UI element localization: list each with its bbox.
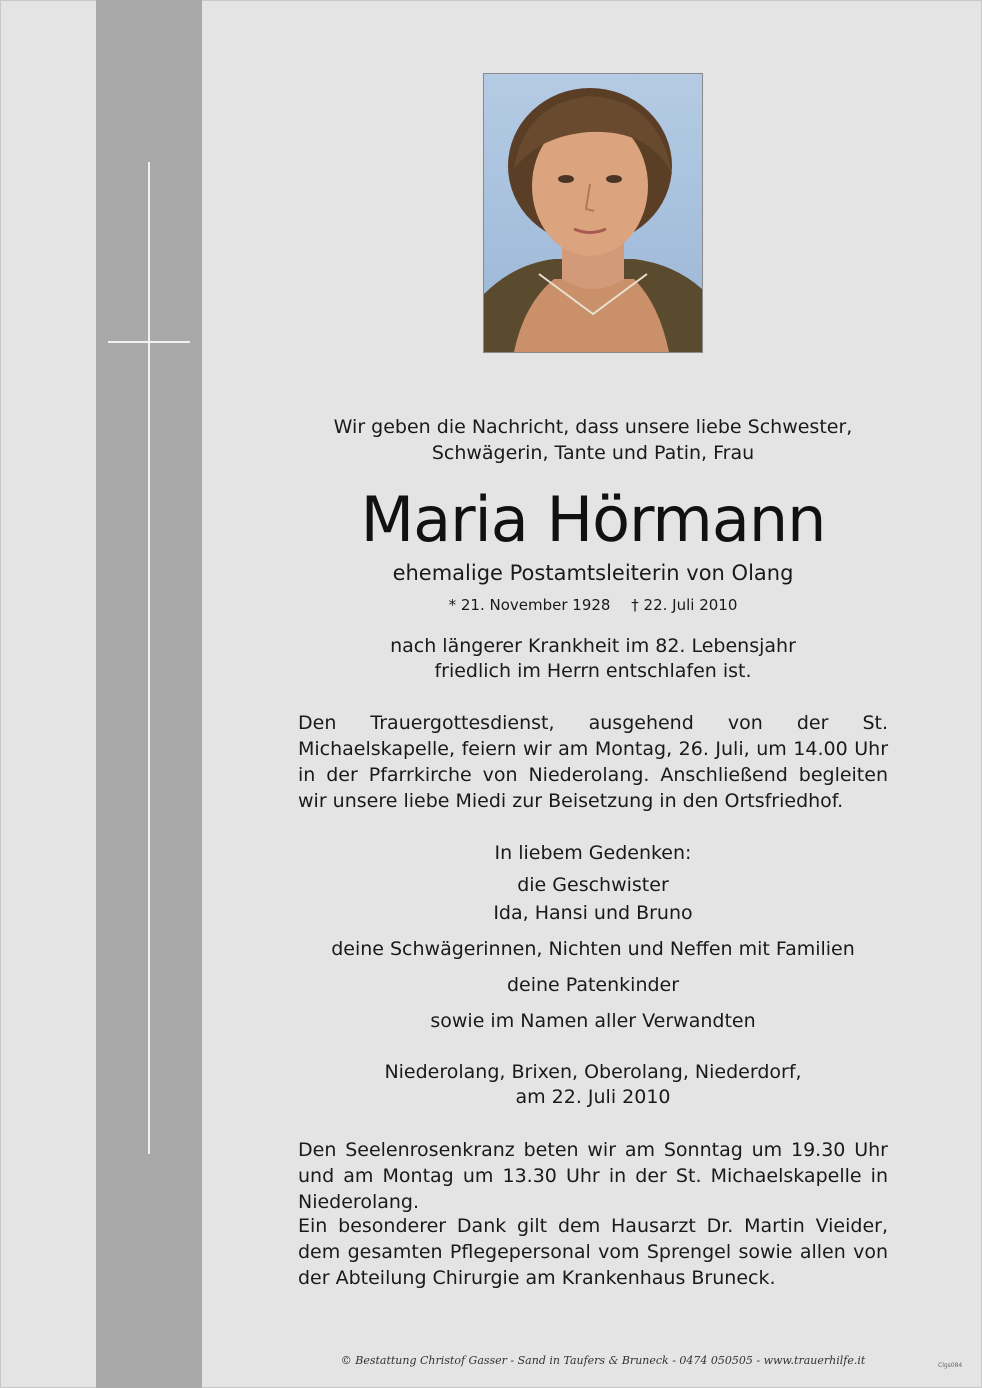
intro-text (298, 414, 888, 466)
death-statement (298, 634, 888, 684)
death-statement-line: friedlich im Herrn entschlafen ist. (434, 660, 752, 682)
template-code: Clgs084 (938, 1362, 963, 1369)
mourner-line: die Geschwister (517, 874, 669, 896)
death-statement-line: nach längerer Krankheit im 82. Lebensjahr (390, 635, 796, 657)
places-line: am 22. Juli 2010 (515, 1086, 671, 1108)
cross-icon-horizontal (108, 341, 190, 343)
portrait-photo (483, 73, 703, 353)
life-dates (298, 595, 888, 615)
funeral-details: Den Trauergottesdienst, ausgehend von der St. Michaelskapelle, feiern wir am Montag, 26. Juli, um 14.00 Uhr in der Pfarrkirche von Niederolang. Anschließend begleiten wir unsere liebe Miedi zur Beisetzung in den Ortsfriedhof. (298, 712, 888, 812)
mourners-title: In liebem Gedenken: (494, 842, 692, 864)
death-date: † 22. Juli 2010 (631, 596, 738, 614)
birth-date: * 21. November 1928 (448, 596, 611, 614)
occupation: ehemalige Postamtsleiterin von Olang (392, 561, 794, 585)
mourner-line: deine Schwägerinnen, Nichten und Neffen mit Familien (331, 938, 855, 960)
places-line: Niederolang, Brixen, Oberolang, Niederdorf, (384, 1061, 802, 1083)
footer-imprint: © Bestattung Christof Gasser - Sand in Taufers & Bruneck - 0474 050505 - www.trauerhilfe.it (340, 1354, 866, 1367)
mourner-line: Ida, Hansi und Bruno (493, 902, 693, 924)
thanks-text: Ein besonderer Dank gilt dem Hausarzt Dr. Martin Vieider, dem gesamten Pflegepersonal vom Sprengel sowie allen von der Abteilung Chirurgie am Krankenhaus Bruneck. (298, 1215, 888, 1289)
mourner-line: sowie im Namen aller Verwandten (430, 1010, 756, 1032)
cross-icon-vertical (148, 162, 150, 1154)
intro-line: Schwägerin, Tante und Patin, Frau (431, 442, 755, 464)
mourner-line: deine Patenkinder (506, 974, 680, 996)
deceased-name: Maria Hörmann (360, 483, 826, 556)
rosary-details: Den Seelenrosenkranz beten wir am Sonntag um 19.30 Uhr und am Montag um 13.30 Uhr in der St. Michaelskapelle in Niederolang. (298, 1139, 888, 1213)
intro-line: Wir geben die Nachricht, dass unsere liebe Schwester, (333, 416, 853, 438)
places-date (298, 1060, 888, 1110)
